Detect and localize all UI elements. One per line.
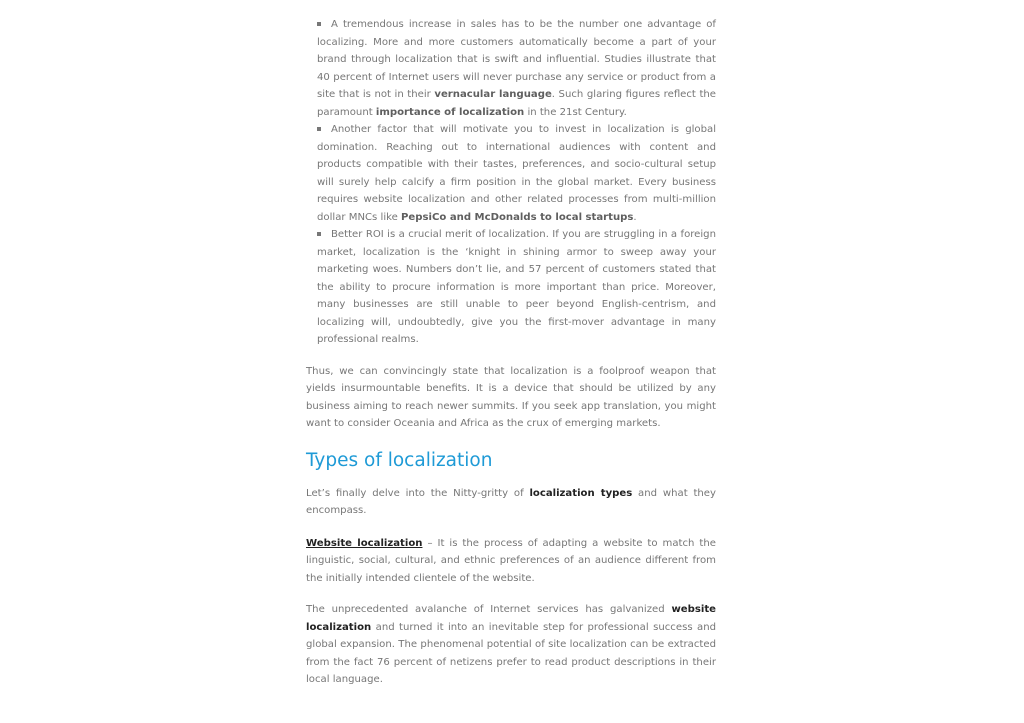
bold-text: PepsiCo and McDonalds to local startups	[401, 211, 634, 223]
text-run: . Such glaring figures reflect the paramount	[317, 89, 717, 118]
website-localization-link[interactable]: Website localization	[306, 537, 423, 549]
summary-paragraph: Thus, we can convincingly state that localization is a foolproof weapon that yields insurmountable benefits. It is a device that should be utilized by any business aiming to reach newer summits. If you seek app translation, you might want to consider Oceania and Africa as the crux of emerging markets.	[306, 365, 716, 429]
text-run: and what they encompass.	[306, 487, 716, 516]
website-localization-detail-paragraph	[306, 601, 716, 689]
list-item	[317, 226, 716, 349]
bold-text: localization types	[529, 487, 633, 499]
text-run: – It is the process of adapting a website to match the linguistic, social, cultural, and ethnic preferences of an audience different from the initially intended clientele of the website.	[306, 537, 716, 584]
benefits-list	[306, 16, 716, 349]
document-body	[306, 16, 716, 689]
website-localization-paragraph	[306, 535, 716, 588]
list-item	[317, 16, 716, 121]
bold-text: vernacular language	[434, 89, 552, 100]
text-run: in the 21st Century.	[524, 106, 627, 118]
bold-text: importance of localization	[375, 106, 525, 118]
list-item	[317, 121, 716, 226]
text-run: The unprecedented avalanche of Internet services has galvanized	[306, 604, 672, 615]
text-run: and turned it into an inevitable step for professional success and global expansion. The phenomenal potential of site localization can be extracted from the fact 76 percent of netizens prefer to read product descriptions in their local language.	[306, 621, 716, 685]
square-bullet-icon	[317, 232, 321, 236]
square-bullet-icon	[317, 22, 321, 26]
bold-text: website localization	[306, 604, 716, 633]
text-run: .	[633, 211, 637, 223]
section-heading: Types of localization	[306, 449, 493, 471]
list-item-text: Better ROI is a crucial merit of localization. If you are struggling in a foreign market, localization is the ‘knight in shining armor to sweep away your marketing woes. Numbers don’t lie, and 57 percent of customers stated that the ability to procure information is more important than price. Moreover, many businesses are still unable to peer beyond English-centrism, and localizing will, undoubtedly, give you the first-mover advantage in many professional realms.	[317, 229, 716, 345]
list-item-text	[317, 16, 716, 121]
intro-paragraph	[306, 485, 716, 520]
text-run: Another factor that will motivate you to invest in localization is global domination. Reaching out to international audiences with content and products compatible with their tastes, preferences, and socio-cultural setup will surely help calcify a firm position in the global market. Every business requires website localization and other related processes from multi-million dollar MNCs like	[317, 124, 716, 223]
square-bullet-icon	[317, 127, 321, 131]
text-run: Let’s finally delve into the Nitty-gritty of	[306, 487, 530, 499]
list-item-text	[317, 121, 716, 226]
text-run: A tremendous increase in sales has to be the number one advantage of localizing. More and more customers automatically become a part of your brand through localization that is swift and influential. Studies illustrate that 40 percent of Internet users will never purchase any service or product from a site that is not in their	[317, 19, 716, 100]
